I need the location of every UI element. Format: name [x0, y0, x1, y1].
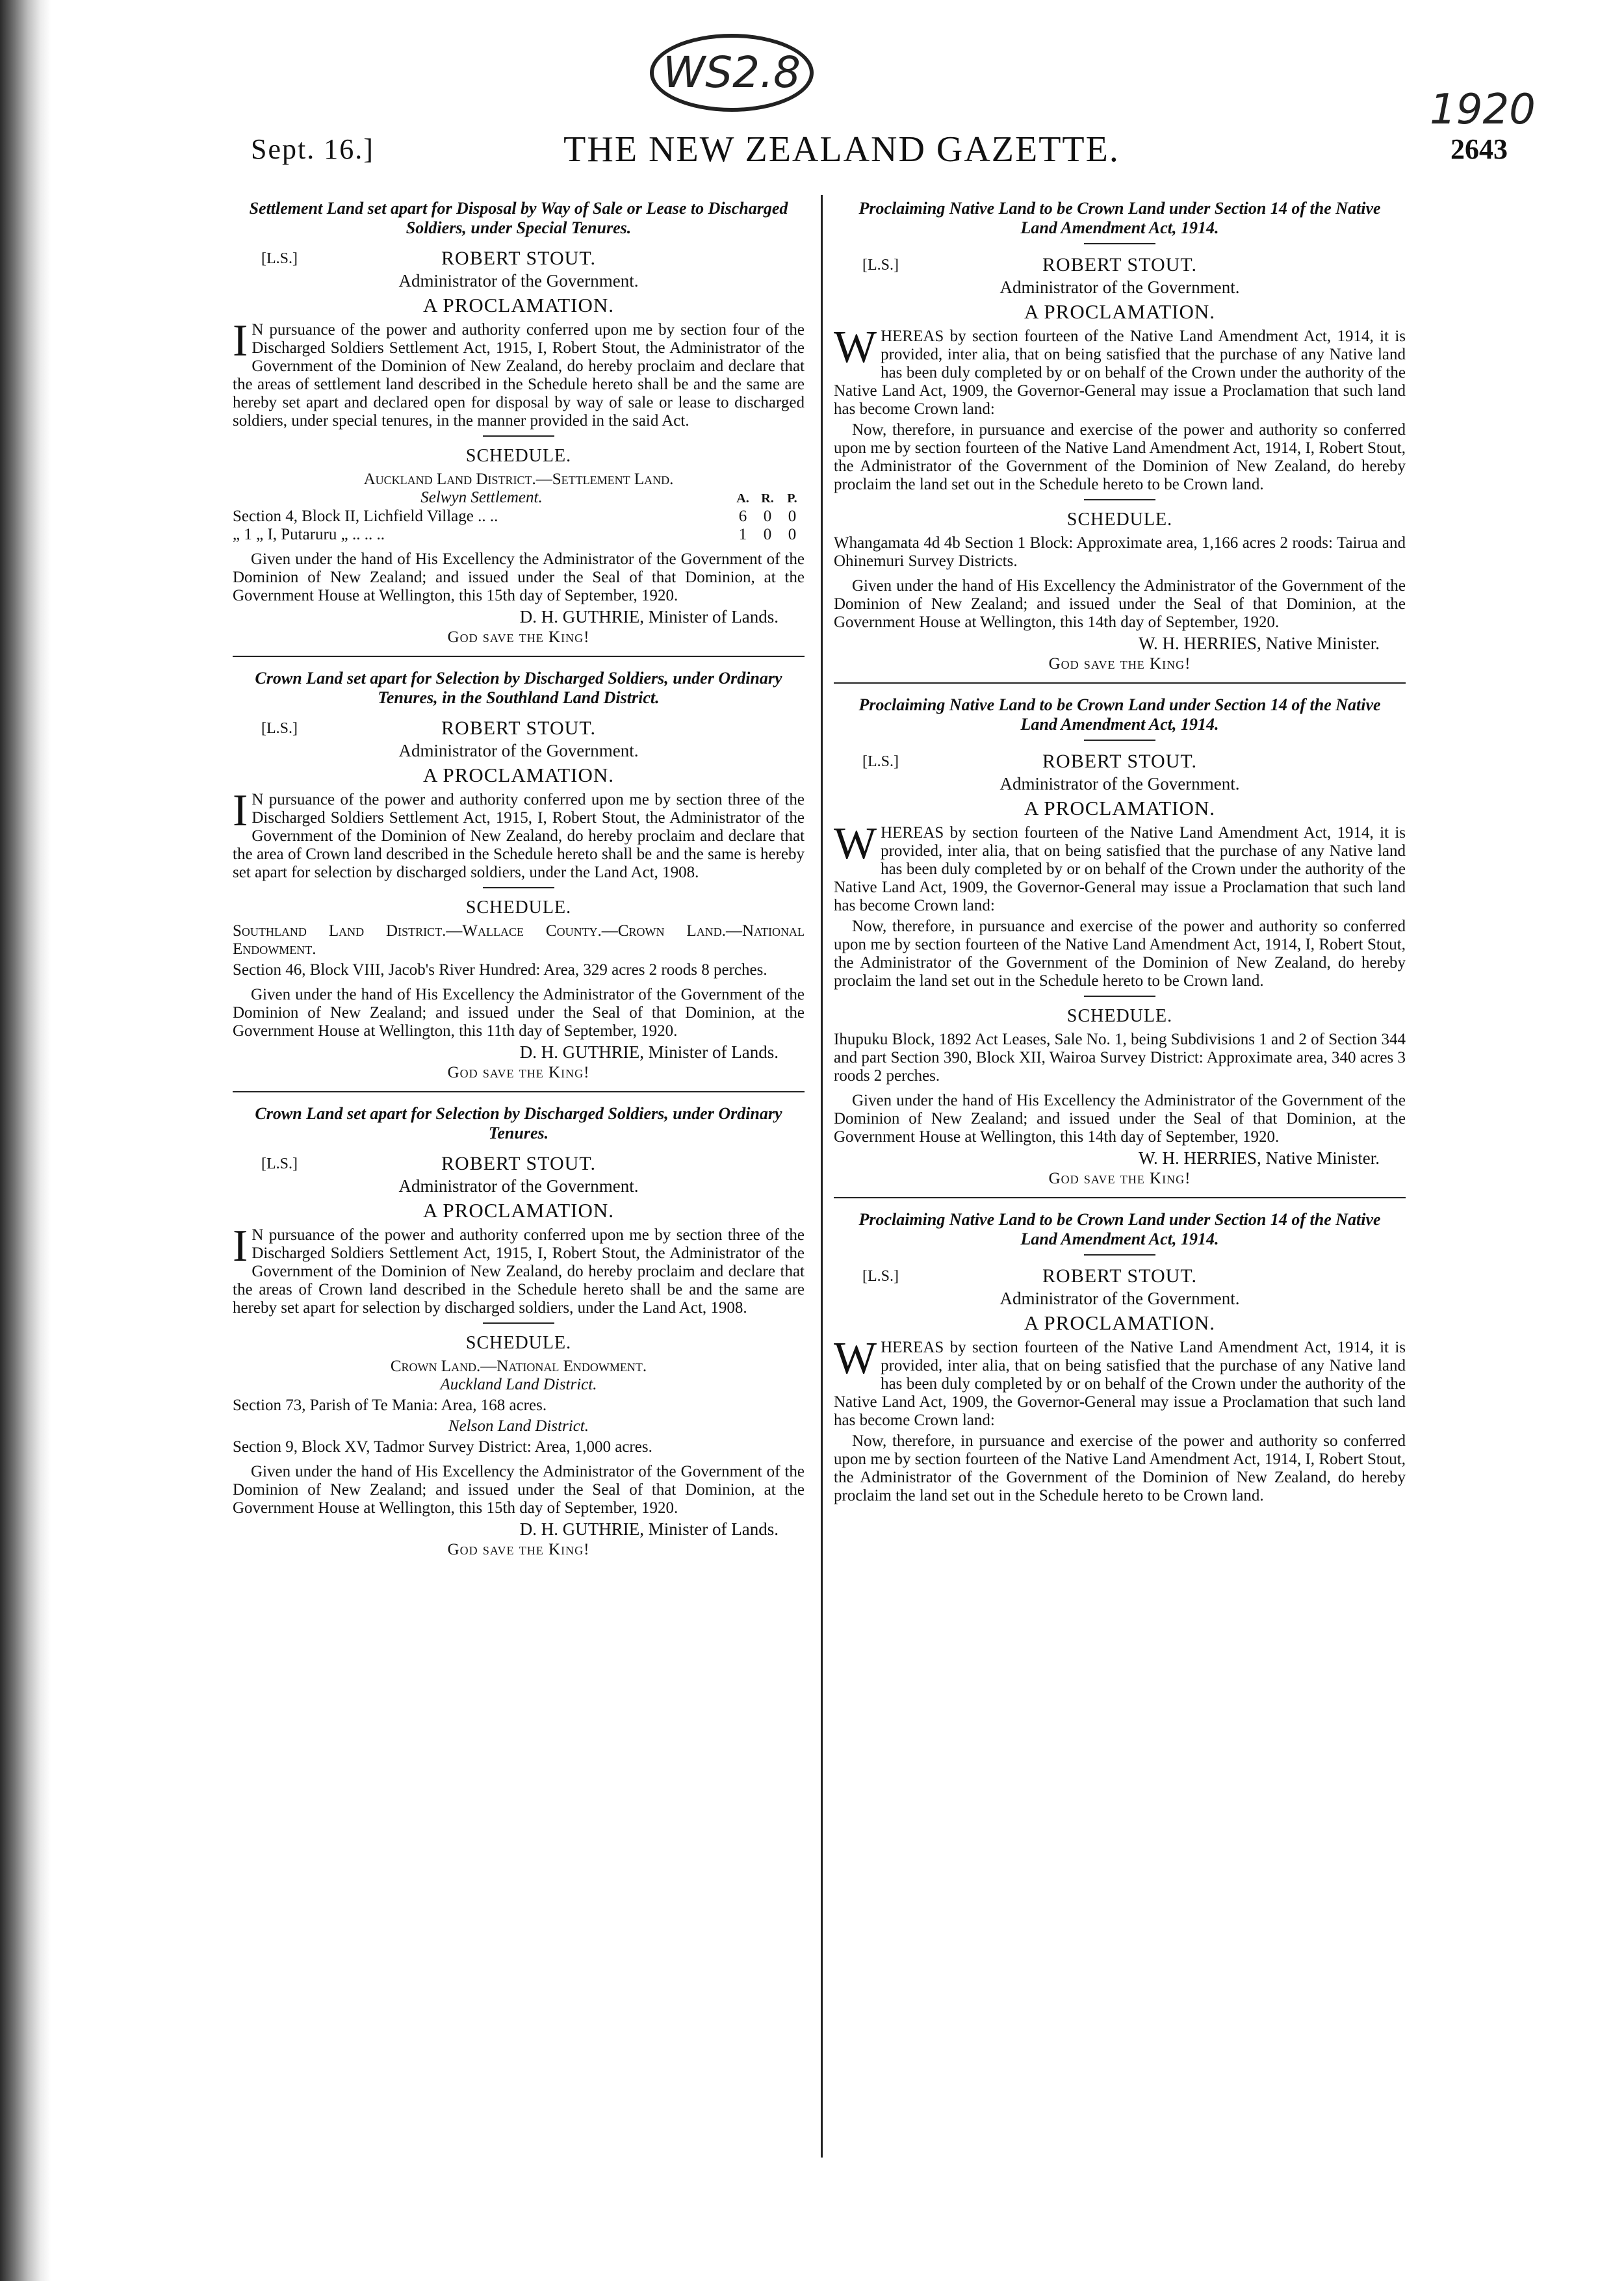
given-under-hand: Given under the hand of His Excellency the Administrator of the Government of the Dominion of New Zealand; and issued under the Seal of that Dominion, at the Government House at Wellington, this 15th day of September, 1920. — [233, 550, 805, 604]
proclamation-body: WHEREAS by section fourteen of the Native Land Amendment Act, 1914, it is provided, inter alia, that on being satisfied that the purchase of any Native land has been duly completed by or on behalf of the Crown under the authority of the Native Land Act, 1909, the Governor-General may issue a Proclamation that such land has become Crown land: — [834, 322, 1406, 418]
seal-line — [834, 750, 1406, 773]
row-roods: 0 — [763, 508, 772, 525]
notice-title: Proclaiming Native Land to be Crown Land under Section 14 of the Native Land Amendment Act, 1914. — [858, 199, 1381, 237]
divider — [483, 435, 554, 437]
proclamation-body-continued: Now, therefore, in pursuance and exercise of the power and authority so conferred upon me by section fourteen of the Native Land Amendment Act, 1914, I, Robert Stout, the Administrator of the Government of the Dominion of New Zealand, do hereby proclaim the land set out in the Schedule hereto to be Crown land. — [834, 421, 1406, 493]
notice-title: Proclaiming Native Land to be Crown Land under Section 14 of the Native Land Amendment Act, 1914. — [858, 1210, 1381, 1248]
column-divider — [821, 195, 823, 2158]
proclamation-heading: A PROCLAMATION. — [1024, 300, 1216, 323]
divider — [1084, 1254, 1155, 1256]
notice-southland-crown-land — [233, 669, 805, 1082]
row-description: „ 1 „ I, Putaruru „ .. .. .. — [233, 526, 385, 543]
notice-native-land-third — [834, 1210, 1406, 1505]
divider — [1084, 499, 1155, 500]
proclamation-heading: A PROCLAMATION. — [422, 1199, 615, 1222]
schedule-heading: SCHEDULE. — [465, 1333, 572, 1353]
row-perches: 0 — [788, 508, 797, 525]
col-head-perches: P. — [787, 491, 797, 506]
section-divider — [233, 1091, 805, 1092]
administrator-title: Administrator of the Government. — [999, 774, 1240, 793]
left-column — [233, 199, 805, 1563]
gazette-date: Sept. 16.] — [251, 133, 374, 165]
proclamation-heading: A PROCLAMATION. — [1024, 797, 1216, 819]
proclamation-body-continued: Now, therefore, in pursuance and exercise of the power and authority so conferred upon me by section fourteen of the Native Land Amendment Act, 1914, I, Robert Stout, the Administrator of the Government of the Dominion of New Zealand, do hereby proclaim the land set out in the Schedule hereto to be Crown land. — [834, 918, 1406, 990]
settlement-name: Selwyn Settlement. — [420, 489, 543, 506]
schedule-district: Southland Land District.—Wallace County.—Crown Land.—National Endowment. — [233, 922, 805, 958]
schedule-heading: SCHEDULE. — [1066, 509, 1173, 530]
handwritten-year: 1920 — [1430, 86, 1536, 134]
god-save-the-king: God save the King! — [447, 1064, 590, 1081]
col-head-roods: R. — [761, 491, 774, 506]
schedule-heading: SCHEDULE. — [465, 897, 572, 918]
schedule-entry: Whangamata 4d 4b Section 1 Block: Approximate area, 1,166 acres 2 roods: Tairua and Ohinemuri Survey Districts. — [834, 534, 1406, 570]
seal-line — [834, 253, 1406, 277]
administrator-name: ROBERT STOUT. — [1042, 254, 1197, 276]
row-acres: 1 — [738, 526, 747, 543]
seal-mark: [L.S.] — [862, 1268, 899, 1285]
administrator-title: Administrator of the Government. — [398, 1176, 639, 1196]
seal-mark: [L.S.] — [862, 257, 899, 274]
schedule-table-header — [233, 489, 805, 508]
seal-line — [834, 1265, 1406, 1288]
seal-line — [233, 1152, 805, 1176]
administrator-name: ROBERT STOUT. — [1042, 751, 1197, 772]
signatory: D. H. GUTHRIE, Minister of Lands. — [519, 1042, 779, 1062]
administrator-name: ROBERT STOUT. — [441, 1153, 596, 1174]
seal-mark: [L.S.] — [261, 250, 298, 267]
gazette-title: THE NEW ZEALAND GAZETTE. — [563, 129, 1120, 170]
notice-native-land-ihupuku — [834, 695, 1406, 1188]
proclamation-heading: A PROCLAMATION. — [422, 764, 615, 786]
god-save-the-king: God save the King! — [447, 628, 590, 646]
notice-title: Crown Land set apart for Selection by Discharged Soldiers, under Ordinary Tenures, in the Southland Land District. — [255, 669, 782, 707]
notice-title: Settlement Land set apart for Disposal by Way of Sale or Lease to Discharged Soldiers, under Special Tenures. — [249, 199, 788, 237]
administrator-title: Administrator of the Government. — [398, 271, 639, 290]
row-description: Section 4, Block II, Lichfield Village .. .. — [233, 508, 498, 525]
section-divider — [834, 1197, 1406, 1198]
schedule-heading: SCHEDULE. — [1066, 1006, 1173, 1026]
schedule-subheading: Auckland Land District. — [440, 1376, 597, 1393]
given-under-hand: Given under the hand of His Excellency the Administrator of the Government of the Dominion of New Zealand; and issued under the Seal of that Dominion, at the Government House at Wellington, this 14th day of September, 1920. — [834, 577, 1406, 631]
given-under-hand: Given under the hand of His Excellency the Administrator of the Government of the Dominion of New Zealand; and issued under the Seal of that Dominion, at the Government House at Wellington, this 11th day of September, 1920. — [233, 986, 805, 1040]
schedule-subheading: Nelson Land District. — [448, 1417, 589, 1435]
given-under-hand: Given under the hand of His Excellency the Administrator of the Government of the Dominion of New Zealand; and issued under the Seal of that Dominion, at the Government House at Wellington, this 15th day of September, 1920. — [233, 1463, 805, 1517]
administrator-title: Administrator of the Government. — [999, 1289, 1240, 1308]
section-divider — [834, 682, 1406, 684]
proclamation-body: IN pursuance of the power and authority conferred upon me by section three of the Discharged Soldiers Settlement Act, 1915, I, Robert Stout, the Administrator of the Government of the Dominion of New Zealand, do hereby proclaim and declare that the areas of Crown land described in the Schedule hereto shall be and the same are hereby set apart for selection by discharged soldiers, under the Land Act, 1908. — [233, 1221, 805, 1317]
schedule-heading: SCHEDULE. — [465, 446, 572, 466]
signatory: W. H. HERRIES, Native Minister. — [1139, 634, 1380, 653]
god-save-the-king: God save the King! — [1048, 1170, 1191, 1187]
seal-line — [233, 717, 805, 740]
divider — [483, 1322, 554, 1324]
administrator-name: ROBERT STOUT. — [441, 717, 596, 739]
seal-line — [233, 247, 805, 270]
schedule-entry: Section 46, Block VIII, Jacob's River Hundred: Area, 329 acres 2 roods 8 perches. — [233, 961, 767, 979]
row-acres: 6 — [738, 508, 747, 525]
administrator-name: ROBERT STOUT. — [1042, 1265, 1197, 1287]
table-row — [233, 508, 805, 526]
notice-title: Proclaiming Native Land to be Crown Land under Section 14 of the Native Land Amendment Act, 1914. — [858, 695, 1381, 734]
divider — [1084, 243, 1155, 244]
proclamation-body: IN pursuance of the power and authority conferred upon me by section four of the Discharged Soldiers Settlement Act, 1915, I, Robert Stout, the Administrator of the Government of the Dominion of New Zealand, do hereby proclaim and declare that the areas of settlement land described in the Schedule hereto shall be and the same are hereby set apart and declared open for disposal by way of sale or lease to discharged soldiers, under special tenures, in the manner provided in the said Act. — [233, 316, 805, 430]
row-perches: 0 — [788, 526, 797, 543]
page-number: 2643 — [1450, 133, 1508, 165]
notice-settlement-land — [233, 199, 805, 647]
proclamation-body: IN pursuance of the power and authority conferred upon me by section three of the Discharged Soldiers Settlement Act, 1915, I, Robert Stout, the Administrator of the Government of the Dominion of New Zealand, do hereby proclaim and declare that the area of Crown land described in the Schedule hereto shall be and the same is hereby set apart for selection by discharged soldiers, under the Land Act, 1908. — [233, 786, 805, 881]
schedule-entry: Section 73, Parish of Te Mania: Area, 168 acres. — [233, 1397, 547, 1414]
given-under-hand: Given under the hand of His Excellency the Administrator of the Government of the Dominion of New Zealand; and issued under the Seal of that Dominion, at the Government House at Wellington, this 14th day of September, 1920. — [834, 1092, 1406, 1146]
divider — [1084, 740, 1155, 741]
administrator-title: Administrator of the Government. — [398, 741, 639, 760]
proclamation-heading: A PROCLAMATION. — [1024, 1311, 1216, 1334]
administrator-title: Administrator of the Government. — [999, 277, 1240, 297]
notice-native-land-whangamata — [834, 199, 1406, 673]
seal-mark: [L.S.] — [261, 720, 298, 737]
signatory: D. H. GUTHRIE, Minister of Lands. — [519, 1519, 779, 1539]
administrator-name: ROBERT STOUT. — [441, 248, 596, 269]
notice-title: Crown Land set apart for Selection by Discharged Soldiers, under Ordinary Tenures. — [255, 1104, 782, 1142]
table-row — [233, 526, 805, 544]
col-head-acres: A. — [736, 491, 749, 506]
seal-mark: [L.S.] — [261, 1155, 298, 1172]
signatory: W. H. HERRIES, Native Minister. — [1139, 1148, 1380, 1168]
proclamation-heading: A PROCLAMATION. — [422, 294, 615, 316]
notice-crown-land-selection — [233, 1104, 805, 1559]
scan-edge-shadow — [0, 0, 51, 2281]
section-divider — [233, 656, 805, 657]
handwritten-reference-stamp: WS2.8 — [650, 34, 814, 112]
proclamation-body: WHEREAS by section fourteen of the Native Land Amendment Act, 1914, it is provided, inter alia, that on being satisfied that the purchase of any Native land has been duly completed by or on behalf of the Crown under the authority of the Native Land Act, 1909, the Governor-General may issue a Proclamation that such land has become Crown land: — [834, 819, 1406, 914]
row-roods: 0 — [763, 526, 772, 543]
schedule-entry: Section 9, Block XV, Tadmor Survey District: Area, 1,000 acres. — [233, 1438, 652, 1456]
right-column — [834, 199, 1406, 1508]
proclamation-body-continued: Now, therefore, in pursuance and exercise of the power and authority so conferred upon me by section fourteen of the Native Land Amendment Act, 1914, I, Robert Stout, the Administrator of the Government of the Dominion of New Zealand, do hereby proclaim the land set out in the Schedule hereto to be Crown land. — [834, 1432, 1406, 1504]
signatory: D. H. GUTHRIE, Minister of Lands. — [519, 607, 779, 626]
divider — [483, 887, 554, 888]
schedule-entry: Ihupuku Block, 1892 Act Leases, Sale No. 1, being Subdivisions 1 and 2 of Section 344 and part Section 390, Block XII, Wairoa Survey District: Approximate area, 340 acres 3 roods 2 perches. — [834, 1031, 1406, 1085]
god-save-the-king: God save the King! — [447, 1541, 590, 1558]
god-save-the-king: God save the King! — [1048, 655, 1191, 673]
schedule-district: Crown Land.—National Endowment. — [390, 1358, 647, 1375]
divider — [1084, 996, 1155, 997]
proclamation-body: WHEREAS by section fourteen of the Native Land Amendment Act, 1914, it is provided, inter alia, that on being satisfied that the purchase of any Native land has been duly completed by or on behalf of the Crown under the authority of the Native Land Act, 1909, the Governor-General may issue a Proclamation that such land has become Crown land: — [834, 1334, 1406, 1429]
schedule-district: Auckland Land District.—Settlement Land. — [363, 470, 674, 488]
seal-mark: [L.S.] — [862, 753, 899, 770]
